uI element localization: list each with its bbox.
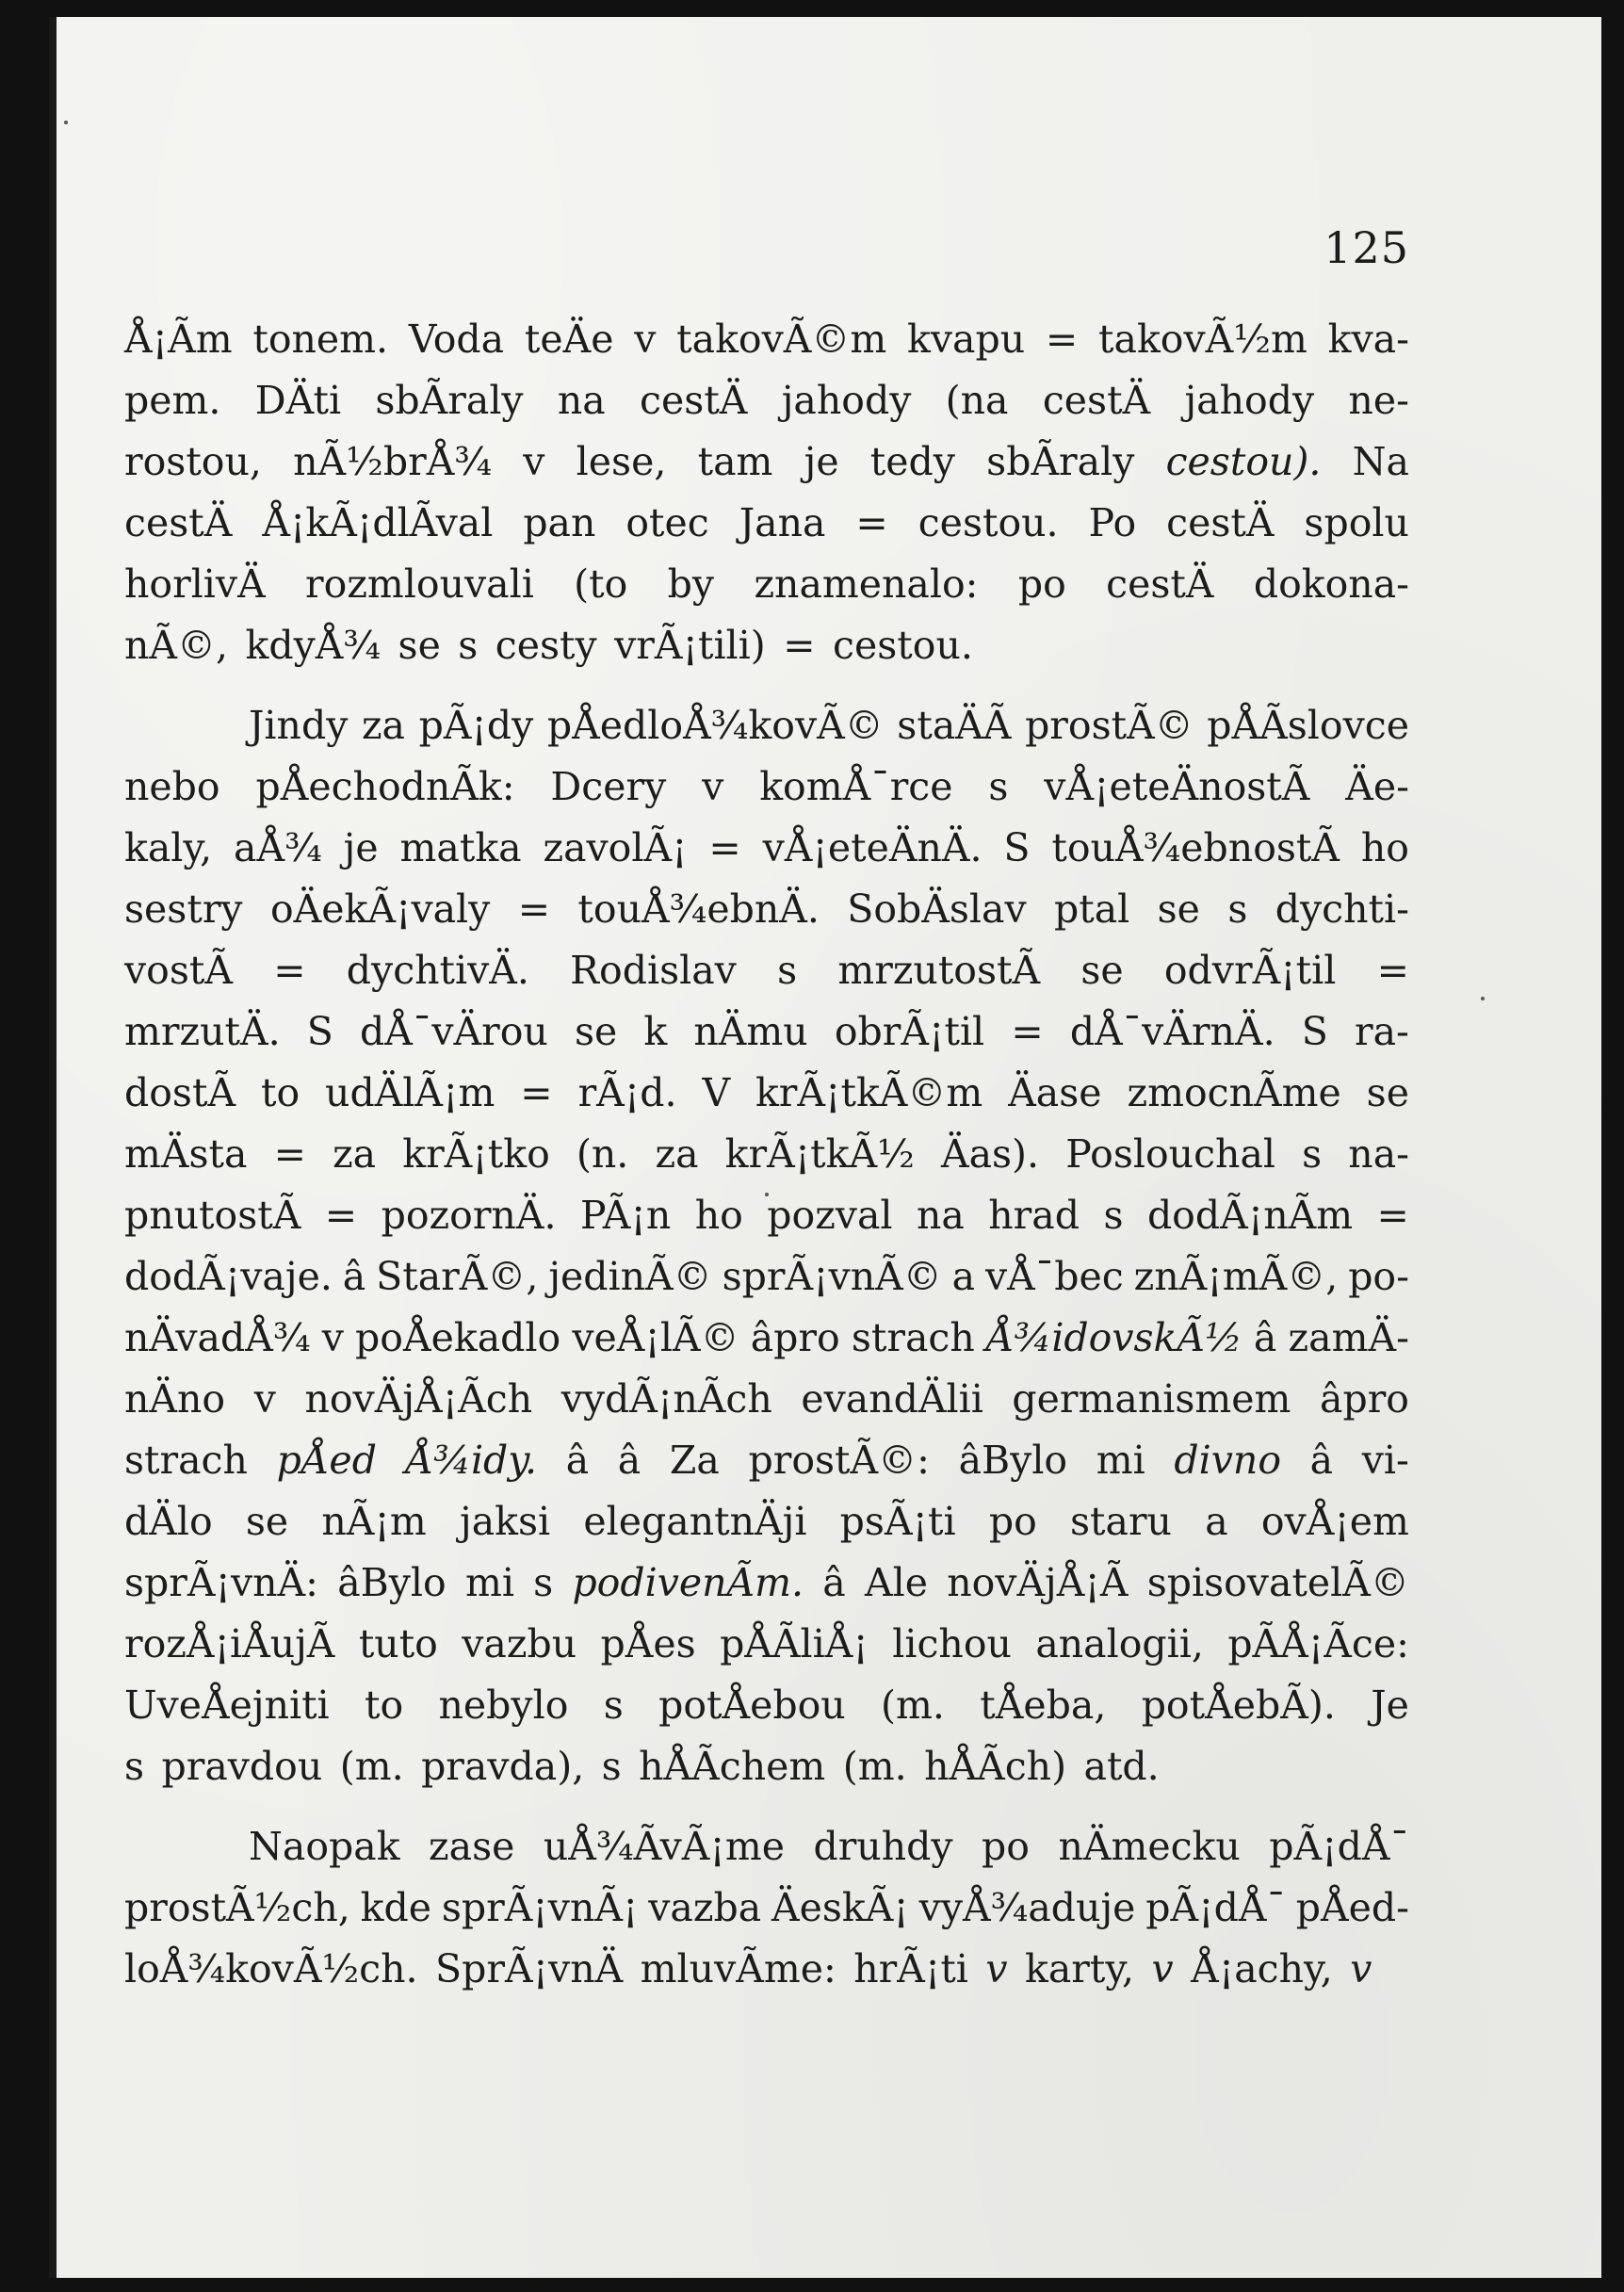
- word: zavolÃ¡: [543, 825, 688, 870]
- word: cestÄ: [124, 500, 233, 545]
- paragraph-2: [124, 695, 1409, 1797]
- word: pÅed: [276, 1438, 377, 1483]
- word: Äe-: [1345, 764, 1409, 809]
- word: lese,: [576, 439, 667, 484]
- word: s: [601, 1744, 622, 1789]
- word: prostÃ©: [1025, 703, 1194, 748]
- word: k: [643, 1009, 668, 1054]
- word: v: [1151, 1946, 1174, 1991]
- word: cestÄ: [1166, 500, 1275, 545]
- paper-speck: [1481, 997, 1485, 1000]
- word: Za: [669, 1438, 720, 1483]
- word: (m.: [339, 1744, 404, 1789]
- word: Å¡Ãm: [124, 317, 233, 362]
- word: nebo: [124, 764, 220, 809]
- word: na-: [1348, 1131, 1409, 1177]
- word: mi: [1096, 1438, 1145, 1483]
- word: a: [1205, 1499, 1228, 1544]
- word: potÅebÃ).: [1141, 1682, 1336, 1728]
- word: mluvÃme:: [640, 1946, 836, 1991]
- word: nebylo: [438, 1682, 569, 1728]
- word: po: [988, 1499, 1037, 1544]
- word: SobÄslav: [847, 886, 1027, 932]
- word: jaksi: [460, 1499, 551, 1544]
- word: Naopak: [249, 1824, 400, 1869]
- text-line: [124, 1124, 1409, 1185]
- word: pem.: [124, 378, 221, 423]
- word: tedy: [869, 439, 955, 484]
- word: v: [634, 317, 657, 362]
- word: odvrÃ¡til: [1163, 948, 1337, 993]
- word: sbÃraly: [986, 439, 1135, 484]
- word: pÅechodnÃk:: [255, 764, 515, 809]
- word: hÅÃchem: [639, 1744, 826, 1789]
- word: â: [822, 1560, 846, 1605]
- word: nÃ¡m: [321, 1499, 427, 1544]
- word: (to: [574, 561, 628, 607]
- word: s: [988, 764, 1009, 809]
- word: Voda: [408, 317, 505, 362]
- word: StarÃ©,: [376, 1254, 539, 1299]
- paragraph-gap: [124, 1797, 1409, 1816]
- word: =: [1011, 1009, 1044, 1054]
- word: pÅÃliÅ¡: [720, 1621, 869, 1666]
- word: cestÄ: [640, 378, 748, 423]
- word: dÄlo: [124, 1499, 213, 1544]
- word: horlivÄ: [124, 561, 266, 607]
- word: atd.: [1083, 1744, 1160, 1789]
- word: vi-: [1361, 1438, 1409, 1483]
- text-line: [124, 1736, 1409, 1797]
- body-text: [124, 309, 1409, 2000]
- word: Jana: [739, 500, 826, 545]
- word: Rodislav: [570, 948, 737, 993]
- word: prostÃ½ch,: [124, 1885, 350, 1930]
- word: karty,: [1024, 1946, 1135, 1991]
- word: SprÃ¡vnÄ: [435, 1946, 624, 1991]
- word: strach: [851, 1315, 975, 1360]
- word: krÃ¡tkÃ©m: [755, 1070, 983, 1115]
- word: aÅ¾: [234, 825, 322, 870]
- page-number: 125: [1324, 222, 1409, 273]
- text-line: [124, 1308, 1409, 1369]
- word: Ale: [864, 1560, 928, 1605]
- word: je: [804, 439, 839, 484]
- word: pÃ¡dÅ¯: [1145, 1885, 1286, 1930]
- word: dÅ¯vÄrnÄ.: [1069, 1009, 1275, 1054]
- paragraph-1: [124, 309, 1409, 676]
- word: dÅ¯vÄrou: [359, 1009, 548, 1054]
- word: tuto: [358, 1621, 438, 1666]
- word: novÄjÅ¡Ã: [947, 1560, 1129, 1605]
- word: znamenalo:: [754, 561, 979, 607]
- text-line: [124, 1877, 1409, 1939]
- word: loÅ¾kovÃ½ch.: [124, 1946, 418, 1991]
- word: s: [124, 1744, 145, 1789]
- word: s: [458, 623, 479, 668]
- word: dychtivÄ.: [346, 948, 529, 993]
- word: v: [321, 1315, 344, 1360]
- word: Å¾idovskÃ½: [985, 1315, 1242, 1360]
- word: â: [1309, 1438, 1334, 1483]
- word: nÄmecku: [1058, 1824, 1241, 1869]
- word: za: [361, 703, 405, 748]
- word: na: [557, 378, 606, 423]
- word: S: [1003, 825, 1031, 870]
- word: pravda),: [421, 1744, 585, 1789]
- word: dychti-: [1275, 886, 1409, 932]
- word: podivenÃm.: [572, 1560, 804, 1605]
- word: obrÃ¡til: [834, 1009, 985, 1054]
- word: âBylo: [337, 1560, 447, 1605]
- word: tam: [697, 439, 773, 484]
- word: za: [333, 1131, 377, 1177]
- word: takovÃ©m: [676, 317, 887, 362]
- word: (na: [945, 378, 1009, 423]
- word: cestou).: [1165, 439, 1322, 484]
- word: krÃ¡tkÃ½: [724, 1131, 915, 1177]
- word: po-: [1348, 1254, 1409, 1299]
- word: hÅÃch): [924, 1744, 1067, 1789]
- word: v: [253, 1376, 276, 1422]
- word: se: [1157, 886, 1200, 932]
- word: mrzutÄ.: [124, 1009, 281, 1054]
- word: v: [523, 439, 545, 484]
- word: novÄjÅ¡Ãch: [304, 1376, 533, 1422]
- word: ovÅ¡em: [1260, 1499, 1409, 1544]
- word: otec: [625, 500, 709, 545]
- paragraph-3: [124, 1816, 1409, 2000]
- word: hrÃ¡ti: [853, 1946, 968, 1991]
- word: pÅÃslovce: [1207, 703, 1409, 748]
- word: =: [517, 886, 551, 932]
- word: Poslouchal: [1065, 1131, 1275, 1177]
- word: vrÃ¡tili): [614, 623, 766, 668]
- word: rozÅ¡iÅujÃ: [124, 1621, 335, 1666]
- word: spolu: [1304, 500, 1409, 545]
- word: tÅeba,: [980, 1682, 1107, 1728]
- text-line: [124, 818, 1409, 879]
- word: ne-: [1348, 378, 1409, 423]
- word: nÄvadÅ¾: [124, 1315, 311, 1360]
- word: Äase: [1008, 1070, 1102, 1115]
- text-line: [124, 370, 1409, 431]
- word: kva-: [1327, 317, 1409, 362]
- text-line: [124, 1614, 1409, 1675]
- text-line: [124, 554, 1409, 615]
- text-line: [124, 1939, 1409, 2000]
- word: mrzutostÃ: [837, 948, 1041, 993]
- word: hrad: [988, 1193, 1080, 1238]
- word: se: [245, 1499, 289, 1544]
- word: V: [702, 1070, 731, 1115]
- word: po: [982, 1824, 1030, 1869]
- word: pÅed-: [1295, 1885, 1409, 1930]
- word: ra-: [1354, 1009, 1409, 1054]
- paragraph-gap: [124, 676, 1409, 695]
- text-line: [124, 309, 1409, 370]
- word: pravdou: [161, 1744, 323, 1789]
- word: za: [655, 1131, 699, 1177]
- word: vÅ¡eteÄnÄ.: [762, 825, 983, 870]
- word: =: [1045, 317, 1079, 362]
- word: dostÃ: [124, 1070, 236, 1115]
- word: s: [1227, 886, 1248, 932]
- word: (m.: [842, 1744, 907, 1789]
- text-line: [124, 756, 1409, 818]
- word: krÃ¡tko: [402, 1131, 550, 1177]
- word: =: [1376, 1193, 1409, 1238]
- word: ÄeskÃ¡: [771, 1885, 909, 1930]
- word: pÃ¡dy: [418, 703, 534, 748]
- word: uÅ¾ÃvÃ¡me: [543, 1824, 785, 1869]
- word: nÃ©,: [124, 623, 229, 668]
- word: teÄe: [524, 317, 614, 362]
- word: ptal: [1054, 886, 1130, 932]
- word: ho: [1360, 825, 1409, 870]
- word: vydÃ¡nÃch: [560, 1376, 772, 1422]
- word: staru: [1070, 1499, 1172, 1544]
- word: Dcery: [550, 764, 667, 809]
- text-line: [124, 1063, 1409, 1124]
- word: zmocnÃme: [1127, 1070, 1341, 1115]
- word: Äas).: [940, 1131, 1040, 1177]
- word: =: [520, 1070, 553, 1115]
- word: jahody: [1184, 378, 1315, 423]
- word: sbÃraly: [375, 378, 524, 423]
- word: s: [603, 1682, 624, 1728]
- word: na: [916, 1193, 965, 1238]
- word: vÅ¡eteÄnostÃ: [1044, 764, 1310, 809]
- word: cestou.: [833, 623, 973, 668]
- word: jahody: [781, 378, 912, 423]
- word: nÄmu: [693, 1009, 808, 1054]
- word: UveÅejniti: [124, 1682, 330, 1728]
- word: prostÃ©:: [748, 1438, 930, 1483]
- word: veÅ¡lÃ©: [572, 1315, 739, 1360]
- word: Å¾idy.: [405, 1438, 538, 1483]
- text-line: [124, 1675, 1409, 1736]
- word: (n.: [576, 1131, 629, 1177]
- word: poÅekadlo: [355, 1315, 561, 1360]
- word: udÄlÃ¡m: [325, 1070, 495, 1115]
- word: germanismem: [1012, 1376, 1291, 1422]
- word: se: [398, 623, 441, 668]
- word: lichou: [892, 1621, 1012, 1666]
- word: v: [985, 1946, 1008, 1991]
- word: cestÄ: [1106, 561, 1214, 607]
- word: pÅes: [600, 1621, 696, 1666]
- word: =: [273, 1131, 306, 1177]
- word: strach: [124, 1438, 248, 1483]
- word: zase: [429, 1824, 515, 1869]
- word: â: [565, 1438, 590, 1483]
- word: cestÄ: [1042, 378, 1151, 423]
- word: jedinÃ©: [548, 1254, 712, 1299]
- text-line: [124, 1430, 1409, 1491]
- word: =: [324, 1193, 358, 1238]
- word: a: [951, 1254, 976, 1299]
- word: potÅebou: [658, 1682, 846, 1728]
- word: sprÃ¡vnÄ:: [124, 1560, 318, 1605]
- word: se: [574, 1009, 618, 1054]
- word: kaly,: [124, 825, 213, 870]
- word: pnutostÃ: [124, 1193, 301, 1238]
- word: takovÃ½m: [1098, 317, 1307, 362]
- word: âpro: [1320, 1376, 1409, 1422]
- word: pozornÄ.: [381, 1193, 557, 1238]
- word: vostÃ: [124, 948, 233, 993]
- word: s: [1103, 1193, 1124, 1238]
- word: =: [855, 500, 888, 545]
- word: Jindy: [249, 703, 349, 748]
- word: pÅedloÅ¾kovÃ©: [546, 703, 884, 748]
- word: dokona-: [1253, 561, 1409, 607]
- text-line: [124, 1001, 1409, 1063]
- word: vÅ¯bec: [985, 1254, 1124, 1299]
- word: to: [365, 1682, 404, 1728]
- paper-speck: [64, 121, 68, 124]
- word: mi: [464, 1560, 514, 1605]
- book-page: [49, 17, 1601, 2278]
- word: po: [1017, 561, 1066, 607]
- word: rÃ¡d.: [577, 1070, 677, 1115]
- word: (m.: [881, 1682, 945, 1728]
- word: pozval: [767, 1193, 893, 1238]
- word: rostou,: [124, 439, 262, 484]
- word: pÃ¡dÅ¯: [1269, 1824, 1409, 1869]
- word: druhdy: [813, 1824, 953, 1869]
- word: s: [533, 1560, 554, 1605]
- word: Je: [1371, 1682, 1409, 1728]
- word: rozmlouvali: [305, 561, 534, 607]
- word: elegantnÄji: [583, 1499, 807, 1544]
- word: touÅ¾ebnostÃ: [1051, 825, 1340, 870]
- word: pÃÅ¡Ãce:: [1227, 1621, 1409, 1666]
- word: staÄÃ: [897, 703, 1012, 748]
- word: vyÅ¾aduje: [918, 1885, 1136, 1930]
- word: divno: [1174, 1438, 1282, 1483]
- word: oÄekÃ¡valy: [269, 886, 491, 932]
- word: s: [1302, 1131, 1323, 1177]
- page-edge-shadow: [49, 17, 57, 2278]
- word: sprÃ¡vnÃ©: [722, 1254, 942, 1299]
- word: mÄsta: [124, 1131, 248, 1177]
- text-line: [124, 493, 1409, 554]
- word: cesty: [495, 623, 597, 668]
- word: vazba: [648, 1885, 762, 1930]
- word: analogii,: [1035, 1621, 1204, 1666]
- word: pan: [523, 500, 596, 545]
- word: s: [777, 948, 798, 993]
- word: â: [1253, 1315, 1277, 1360]
- word: to: [260, 1070, 300, 1115]
- word: komÅ¯rce: [759, 764, 953, 809]
- word: vazbu: [462, 1621, 577, 1666]
- word: dodÃ¡vaje.: [124, 1254, 333, 1299]
- word: DÄti: [254, 378, 342, 423]
- word: âpro: [750, 1315, 840, 1360]
- word: â: [617, 1438, 641, 1483]
- word: dodÃ¡nÃm: [1146, 1193, 1354, 1238]
- word: S: [306, 1009, 333, 1054]
- word: âBylo: [958, 1438, 1068, 1483]
- word: zamÄ-: [1288, 1315, 1409, 1360]
- text-line: [124, 1369, 1409, 1430]
- word: cestou.: [918, 500, 1059, 545]
- word: sestry: [124, 886, 243, 932]
- text-line: [124, 1816, 1409, 1877]
- text-line: [124, 1491, 1409, 1552]
- word: Po: [1088, 500, 1137, 545]
- word: je: [343, 825, 379, 870]
- word: =: [273, 948, 306, 993]
- word: v: [1350, 1946, 1372, 1991]
- word: touÅ¾ebnÄ.: [577, 886, 820, 932]
- word: sprÃ¡vnÃ¡: [441, 1885, 639, 1930]
- text-line: [124, 1552, 1409, 1614]
- word: nÄno: [124, 1376, 226, 1422]
- word: Å¡kÃ¡dlÃval: [262, 500, 494, 545]
- text-line: [124, 1246, 1409, 1308]
- word: â: [342, 1254, 366, 1299]
- word: tonem.: [252, 317, 389, 362]
- word: psÃ¡ti: [839, 1499, 956, 1544]
- text-line: [124, 1185, 1409, 1246]
- word: Na: [1352, 439, 1409, 484]
- word: se: [1366, 1070, 1409, 1115]
- word: =: [1376, 948, 1409, 993]
- word: by: [667, 561, 715, 607]
- word: kvapu: [907, 317, 1026, 362]
- word: S: [1301, 1009, 1328, 1054]
- word: spisovatelÃ©: [1146, 1560, 1409, 1605]
- word: znÃ¡mÃ©,: [1133, 1254, 1339, 1299]
- word: nÃ½brÅ¾: [293, 439, 493, 484]
- text-line: [124, 431, 1409, 493]
- word: PÃ¡n: [579, 1193, 672, 1238]
- word: =: [708, 825, 741, 870]
- word: ho: [694, 1193, 743, 1238]
- word: =: [783, 623, 816, 668]
- text-line: [124, 695, 1409, 756]
- word: evandÄlii: [801, 1376, 983, 1422]
- word: Å¡achy,: [1191, 1946, 1333, 1991]
- word: v: [702, 764, 724, 809]
- word: kdyÅ¾: [245, 623, 382, 668]
- text-line: [124, 940, 1409, 1001]
- word: se: [1080, 948, 1124, 993]
- word: matka: [399, 825, 522, 870]
- text-line: [124, 615, 1409, 676]
- word: kde: [360, 1885, 431, 1930]
- text-line: [124, 879, 1409, 940]
